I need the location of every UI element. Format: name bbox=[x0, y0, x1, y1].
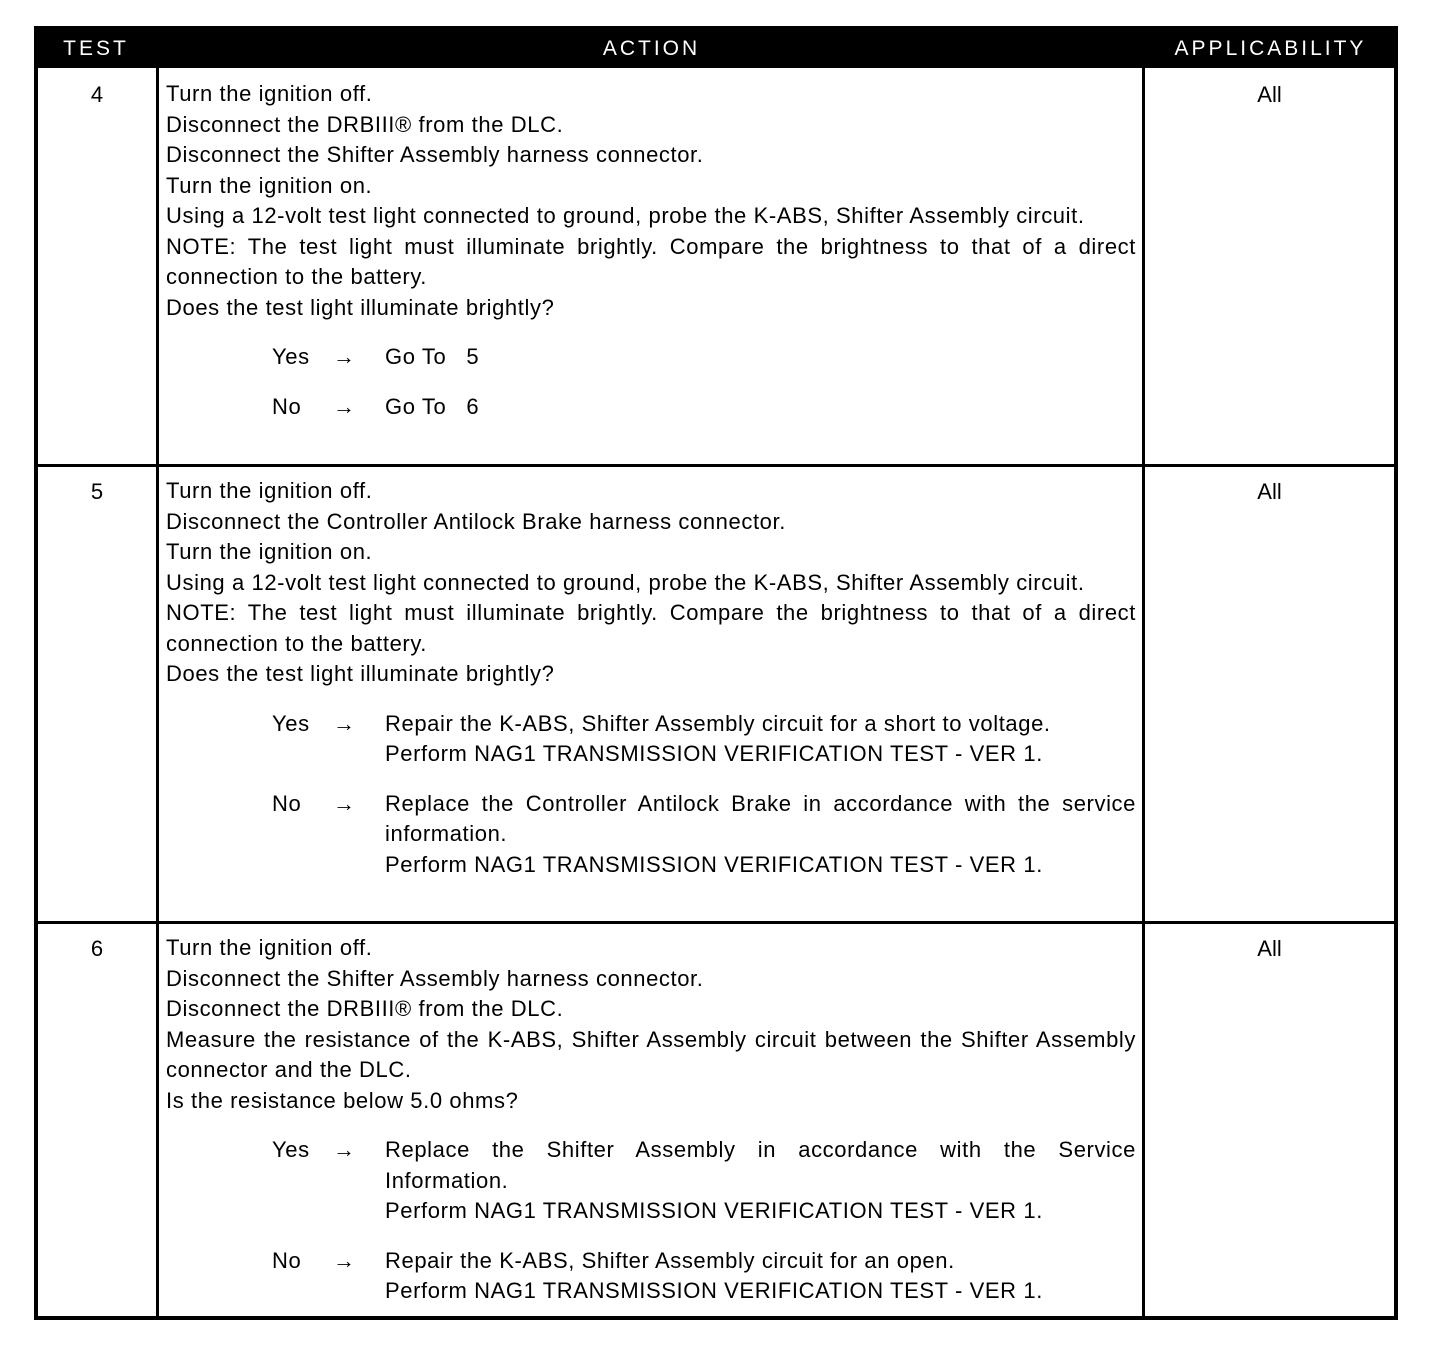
header-action: ACTION bbox=[602, 37, 701, 60]
arrow-icon: → bbox=[333, 393, 356, 419]
yes-result: Replace the Shifter Assembly in accordance with the Service Information. bbox=[385, 1137, 1136, 1193]
note-text: NOTE: The test light must illuminate brightly. Compare the brightness to that of a direct connection to the battery. bbox=[166, 233, 1136, 289]
question-text: Does the test light illuminate brightly? bbox=[166, 294, 555, 320]
yes-label: Yes bbox=[272, 1137, 310, 1162]
test-number: 6 bbox=[90, 936, 104, 961]
applicability-value: All bbox=[1257, 82, 1282, 107]
step-text: Disconnect the DRBIII® from the DLC. bbox=[166, 111, 564, 137]
verification-step: Perform NAG1 TRANSMISSION VERIFICATION TEST - VER 1. bbox=[385, 1278, 1043, 1303]
yes-label: Yes bbox=[272, 710, 310, 736]
test-number: 5 bbox=[90, 479, 104, 504]
arrow-icon: → bbox=[333, 710, 356, 736]
header-test: TEST bbox=[63, 37, 129, 60]
step-text: Turn the ignition off. bbox=[166, 478, 373, 503]
no-result: Replace the Controller Antilock Brake in accordance with the service information. bbox=[385, 790, 1136, 846]
test-number: 4 bbox=[90, 82, 104, 107]
no-result: Go To 6 bbox=[385, 393, 480, 419]
no-result: Repair the K-ABS, Shifter Assembly circuit for an open. bbox=[385, 1247, 955, 1273]
step-text: Turn the ignition on. bbox=[166, 172, 373, 198]
yes-result: Go To 5 bbox=[385, 344, 480, 369]
applicability-value: All bbox=[1257, 479, 1282, 504]
step-text: Disconnect the Shifter Assembly harness connector. bbox=[166, 142, 704, 167]
question-text: Is the resistance below 5.0 ohms? bbox=[166, 1087, 519, 1113]
no-branch bbox=[166, 789, 1136, 881]
step-text: Disconnect the DRBIII® from the DLC. bbox=[166, 996, 564, 1021]
step-text: Measure the resistance of the K-ABS, Shifter Assembly circuit between the Shifter Assembly connector and the DLC. bbox=[166, 1026, 1136, 1082]
header-applicability: APPLICABILITY bbox=[1174, 37, 1367, 60]
no-branch bbox=[166, 1246, 1136, 1307]
yes-result: Repair the K-ABS, Shifter Assembly circuit for a short to voltage. bbox=[385, 710, 1051, 736]
no-label: No bbox=[272, 393, 302, 419]
action-cell bbox=[166, 79, 1136, 422]
arrow-icon: → bbox=[333, 1247, 356, 1273]
yes-label: Yes bbox=[272, 344, 310, 369]
step-text: Turn the ignition off. bbox=[166, 81, 373, 106]
yes-branch bbox=[166, 709, 1136, 770]
step-text: Disconnect the Controller Antilock Brake harness connector. bbox=[166, 508, 786, 534]
applicability-value: All bbox=[1257, 936, 1282, 961]
verification-step: Perform NAG1 TRANSMISSION VERIFICATION TEST - VER 1. bbox=[385, 741, 1043, 766]
note-text: NOTE: The test light must illuminate brightly. Compare the brightness to that of a direct connection to the battery. bbox=[166, 600, 1136, 656]
no-branch bbox=[166, 392, 1136, 423]
yes-branch bbox=[166, 342, 1136, 373]
no-label: No bbox=[272, 790, 302, 816]
verification-step: Perform NAG1 TRANSMISSION VERIFICATION TEST - VER 1. bbox=[385, 851, 1043, 877]
step-text: Turn the ignition on. bbox=[166, 539, 373, 564]
action-cell bbox=[166, 933, 1136, 1307]
row-divider bbox=[38, 921, 1394, 924]
column-divider bbox=[156, 68, 159, 1316]
step-text: Turn the ignition off. bbox=[166, 935, 373, 960]
action-cell bbox=[166, 476, 1136, 880]
no-label: No bbox=[272, 1247, 302, 1273]
step-text: Using a 12-volt test light connected to ground, probe the K-ABS, Shifter Assembly circuit. bbox=[166, 203, 1085, 228]
table-header bbox=[38, 30, 1394, 68]
diagnostic-test-table bbox=[34, 26, 1398, 1320]
column-divider bbox=[1142, 68, 1145, 1316]
question-text: Does the test light illuminate brightly? bbox=[166, 661, 555, 686]
step-text: Disconnect the Shifter Assembly harness connector. bbox=[166, 965, 704, 991]
yes-branch bbox=[166, 1135, 1136, 1227]
row-divider bbox=[38, 464, 1394, 467]
verification-step: Perform NAG1 TRANSMISSION VERIFICATION TEST - VER 1. bbox=[385, 1198, 1043, 1223]
arrow-icon: → bbox=[333, 344, 356, 369]
arrow-icon: → bbox=[333, 790, 356, 816]
step-text: Using a 12-volt test light connected to ground, probe the K-ABS, Shifter Assembly circuit. bbox=[166, 569, 1085, 595]
arrow-icon: → bbox=[333, 1137, 356, 1162]
